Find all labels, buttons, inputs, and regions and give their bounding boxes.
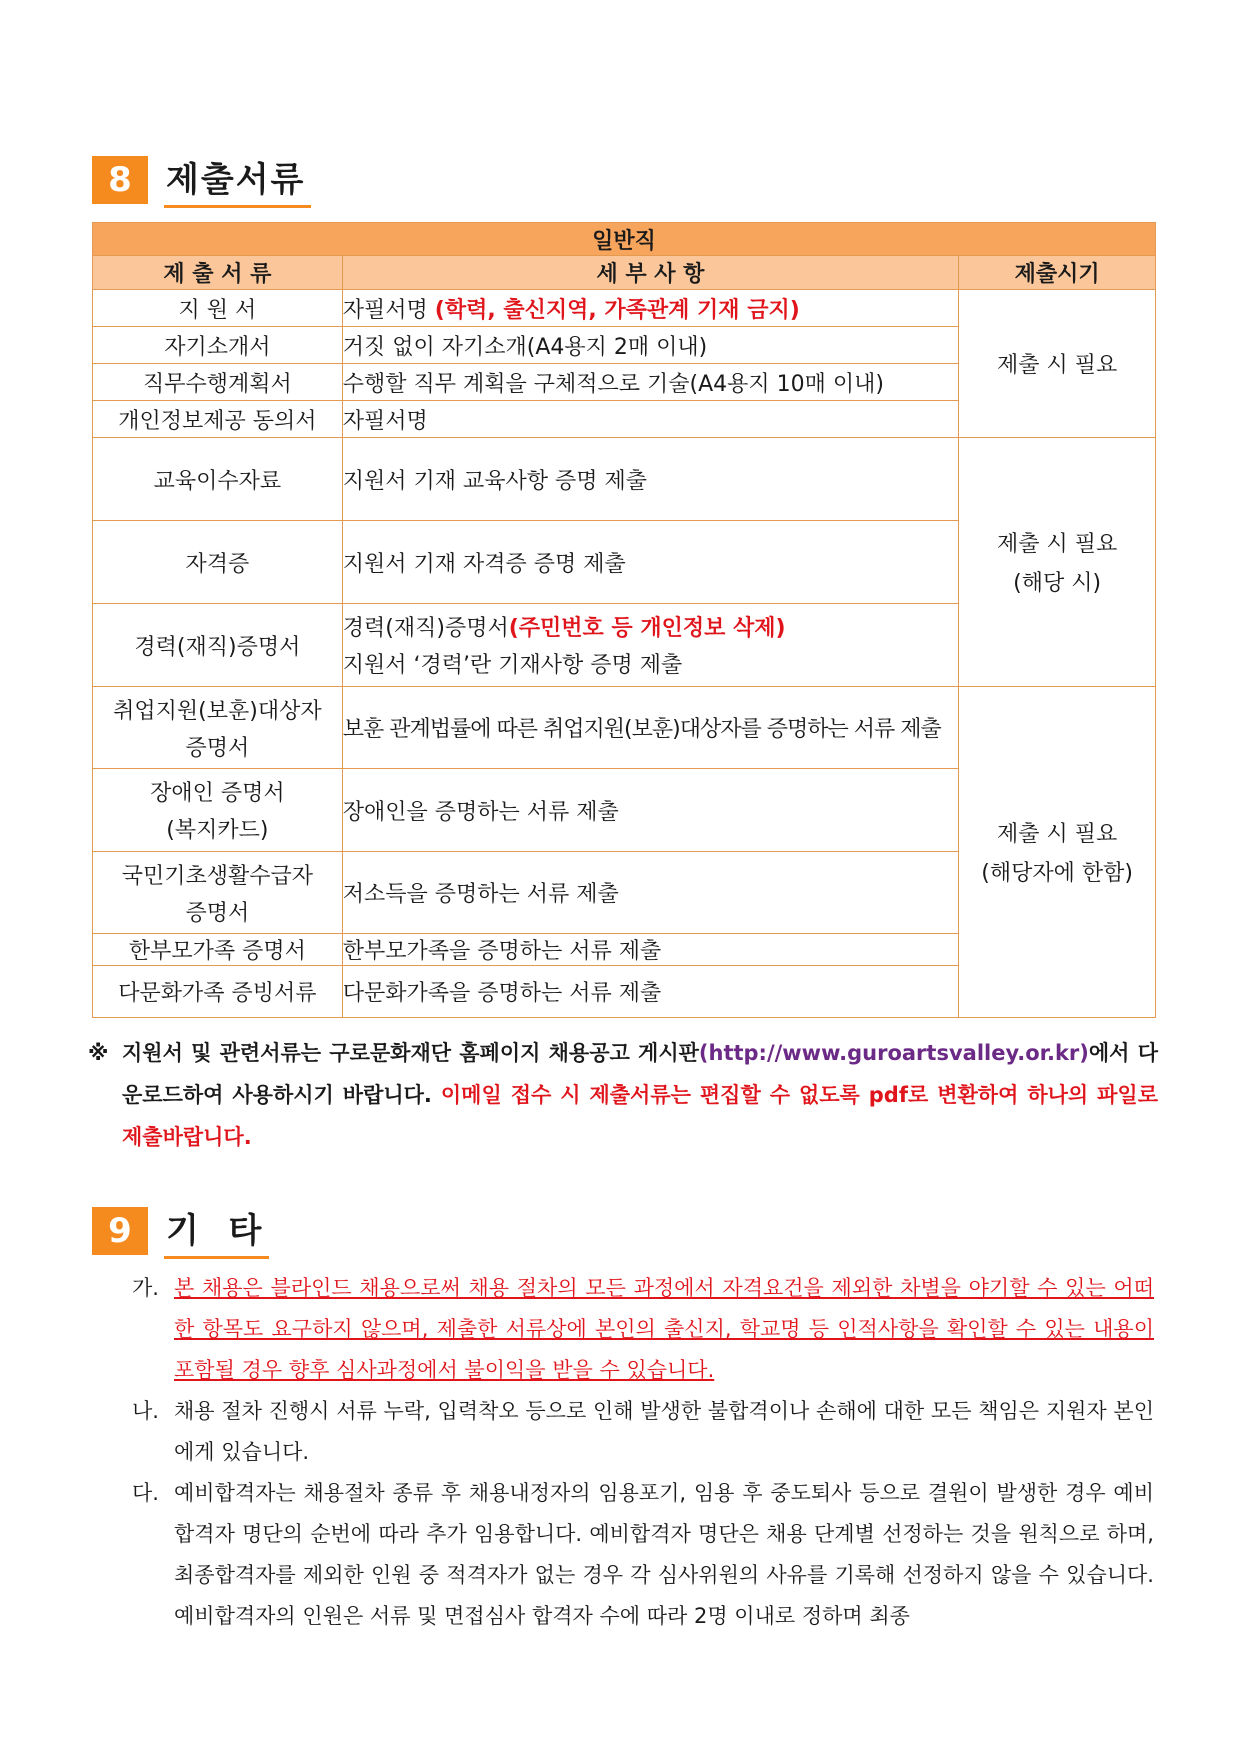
section-number: 9 bbox=[92, 1207, 148, 1255]
section-title: 제출서류 bbox=[164, 152, 311, 208]
section-8-header bbox=[92, 152, 311, 208]
doc-cell: 취업지원(보훈)대상자 증명서 bbox=[93, 687, 343, 769]
detail-cell: 거짓 없이 자기소개(A4용지 2매 이내) bbox=[342, 327, 958, 364]
header-detail: 세 부 사 항 bbox=[342, 256, 958, 290]
doc-cell: 다문화가족 증빙서류 bbox=[93, 966, 343, 1018]
detail-cell: 보훈 관계법률에 따른 취업지원(보훈)대상자를 증명하는 서류 제출 bbox=[342, 687, 958, 769]
group-header: 일반직 bbox=[93, 223, 1156, 256]
doc-cell: 교육이수자료 bbox=[93, 438, 343, 521]
detail-cell: 지원서 기재 자격증 증명 제출 bbox=[342, 521, 958, 604]
detail-cell: 경력(재직)증명서(주민번호 등 개인정보 삭제) 지원서 ‘경력’란 기재사항 증명 제출 bbox=[342, 604, 958, 687]
timing-cell: 제출 시 필요 bbox=[959, 290, 1156, 438]
note-body: 지원서 및 관련서류는 구로문화재단 홈페이지 채용공고 게시판(http://www.guroartsvalley.or.kr)에서 다운로드하여 사용하시기 바랍니다. 이메일 접수 시 제출서류는 편집할 수 없도록 pdf로 변환하여 하나의 파일로 제출바랍니다. bbox=[122, 1041, 1158, 1149]
timing-cell: 제출 시 필요 (해당 시) bbox=[959, 438, 1156, 687]
doc-cell: 한부모가족 증명서 bbox=[93, 934, 343, 966]
doc-cell: 직무수행계획서 bbox=[93, 364, 343, 401]
etc-list bbox=[132, 1268, 1154, 1637]
item-label: 다. bbox=[132, 1481, 159, 1505]
note-mark: ※ bbox=[88, 1041, 109, 1065]
list-item bbox=[132, 1391, 1154, 1473]
homepage-link[interactable]: (http://www.guroartsvalley.or.kr) bbox=[698, 1041, 1089, 1065]
item-text: 채용 절차 진행시 서류 누락, 입력착오 등으로 인해 발생한 불합격이나 손해에 대한 모든 책임은 지원자 본인에게 있습니다. bbox=[174, 1399, 1154, 1464]
detail-cell: 장애인을 증명하는 서류 제출 bbox=[342, 769, 958, 852]
list-item bbox=[132, 1268, 1154, 1391]
header-timing: 제출시기 bbox=[959, 256, 1156, 290]
timing-cell: 제출 시 필요 (해당자에 한함) bbox=[959, 687, 1156, 1018]
detail-cell: 다문화가족을 증명하는 서류 제출 bbox=[342, 966, 958, 1018]
doc-cell: 자기소개서 bbox=[93, 327, 343, 364]
doc-cell: 경력(재직)증명서 bbox=[93, 604, 343, 687]
section-number: 8 bbox=[92, 156, 148, 204]
doc-cell: 지 원 서 bbox=[93, 290, 343, 327]
table-row bbox=[93, 290, 1156, 327]
table-row bbox=[93, 438, 1156, 521]
detail-cell: 자필서명 bbox=[342, 401, 958, 438]
item-label: 나. bbox=[132, 1399, 159, 1423]
section-9-header bbox=[92, 1203, 269, 1259]
detail-cell: 지원서 기재 교육사항 증명 제출 bbox=[342, 438, 958, 521]
doc-cell: 개인정보제공 동의서 bbox=[93, 401, 343, 438]
doc-cell: 자격증 bbox=[93, 521, 343, 604]
detail-cell: 자필서명 (학력, 출신지역, 가족관계 기재 금지) bbox=[342, 290, 958, 327]
item-label: 가. bbox=[132, 1276, 159, 1300]
doc-cell: 장애인 증명서 (복지카드) bbox=[93, 769, 343, 852]
doc-cell: 국민기초생활수급자 증명서 bbox=[93, 852, 343, 934]
table-row bbox=[93, 687, 1156, 769]
detail-cell: 수행할 직무 계획을 구체적으로 기술(A4용지 10매 이내) bbox=[342, 364, 958, 401]
item-text: 예비합격자는 채용절차 종류 후 채용내정자의 임용포기, 임용 후 중도퇴사 등으로 결원이 발생한 경우 예비합격자 명단의 순번에 따라 추가 임용합니다. 예비합격자 명단은 채용 단계별 선정하는 것을 원칙으로 하며, 최종합격자를 제외한 인원 중 적격자가 없는 경우 각 심사위원의 사유를 기록해 선정하지 않을 수 있습니다. 예비합격자의 인원은 서류 및 면접심사 합격자 수에 따라 2명 이내로 정하며 최종 bbox=[174, 1481, 1154, 1628]
list-item bbox=[132, 1473, 1154, 1637]
submission-note bbox=[88, 1032, 1158, 1158]
header-doc: 제 출 서 류 bbox=[93, 256, 343, 290]
documents-table bbox=[92, 222, 1156, 1018]
detail-cell: 한부모가족을 증명하는 서류 제출 bbox=[342, 934, 958, 966]
item-text: 본 채용은 블라인드 채용으로써 채용 절차의 모든 과정에서 자격요건을 제외한 차별을 야기할 수 있는 어떠한 항목도 요구하지 않으며, 제출한 서류상에 본인의 출신지, 학교명 등 인적사항을 확인할 수 있는 내용이 포함될 경우 향후 심사과정에서 불이익을 받을 수 있습니다. bbox=[174, 1276, 1154, 1382]
detail-cell: 저소득을 증명하는 서류 제출 bbox=[342, 852, 958, 934]
section-title: 기 타 bbox=[164, 1203, 269, 1259]
